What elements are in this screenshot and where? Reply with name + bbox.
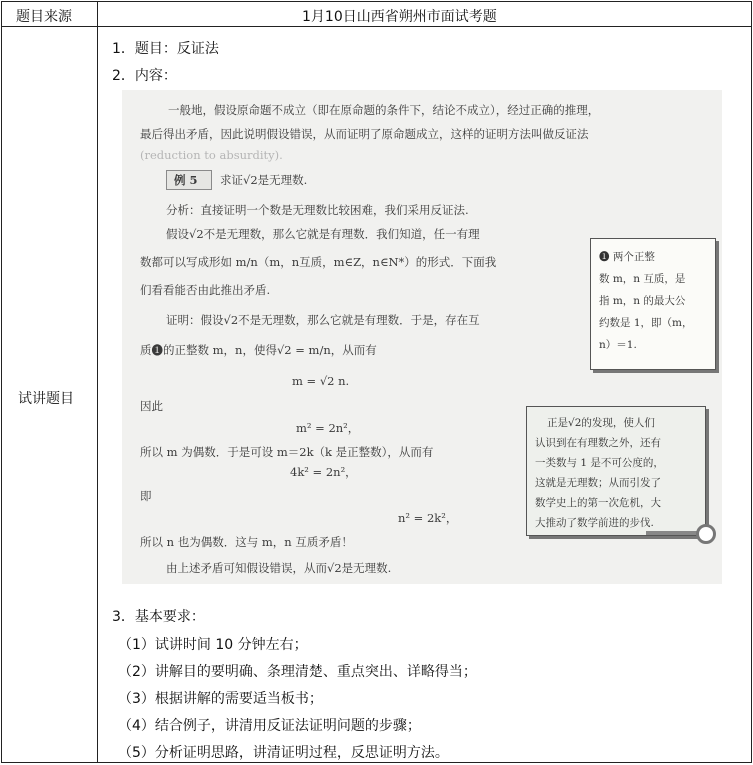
assume-line: 们看看能否由此推出矛盾. — [140, 283, 271, 297]
note-line: 数 m，n 互质，是 — [599, 273, 686, 285]
example-label: 例 5 — [174, 173, 198, 187]
note-line: n）＝1. — [599, 339, 637, 351]
requirement-line: （2）讲解目的要明确、条理清楚、重点突出、详略得当； — [118, 664, 477, 680]
note-line: 指 m，n 的最大公 — [599, 295, 686, 307]
equation: 4k² = 2n²， — [290, 465, 357, 479]
assume-line: 数都可以写成形如 m/n（m，n互质，m∈Z，n∈N*）的形式．下面我 — [140, 255, 497, 269]
proof-line: 证明：假设√2不是无理数，那么它就是有理数．于是，存在互 — [166, 313, 480, 327]
pushpin-ring — [696, 524, 716, 544]
item-title: 1．题目：反证法 — [112, 41, 219, 57]
margin-note-history — [526, 406, 706, 536]
pushpin-bar — [646, 531, 698, 535]
row-label: 试讲题目 — [18, 391, 74, 407]
note-line: 这就是无理数；从而引发了 — [535, 477, 661, 489]
note-line: 约数是 1，即（m， — [599, 317, 693, 329]
equation: m² = 2n²， — [296, 421, 360, 435]
paragraph-line: 一般地，假设原命题不成立（即在原命题的条件下，结论不成立），经过正确的推理， — [168, 103, 600, 117]
requirement-line: （3）根据讲解的需要适当板书； — [118, 691, 323, 707]
paragraph-line: 最后得出矛盾，因此说明假设错误，从而证明了原命题成立，这样的证明方法叫做反证法 — [140, 127, 589, 141]
source-value: 1月10日山西省朔州市面试考题 — [302, 9, 497, 25]
requirement-line: （5）分析证明思路，讲清证明过程，反思证明方法。 — [118, 745, 449, 761]
source-label: 题目来源 — [16, 9, 72, 25]
note-line: 一类数与 1 是不可公度的， — [535, 457, 664, 469]
note-line: 数学史上的第一次危机，大 — [535, 497, 661, 509]
note-line: 认识到在有理数之外，还有 — [535, 437, 661, 449]
requirement-line: （4）结合例子，讲清用反证法证明问题的步骤； — [118, 718, 421, 734]
column-divider — [97, 2, 98, 762]
analysis-line: 分析：直接证明一个数是无理数比较困难，我们采用反证法. — [166, 203, 469, 217]
margin-note-coprime — [590, 238, 716, 370]
note-line: ❶ 两个正整 — [599, 251, 655, 263]
item-content: 2．内容： — [112, 68, 177, 84]
equation: n² = 2k²， — [398, 511, 458, 525]
equation: m = √2 n. — [292, 374, 350, 388]
requirement-line: （1）试讲时间 10 分钟左右； — [118, 637, 308, 653]
proof-line: 所以 m 为偶数．于是可设 m＝2k（k 是正整数），从而有 — [140, 445, 434, 459]
paragraph-line: (reduction to absurdity). — [140, 148, 283, 162]
note-line: 正是√2的发现，使人们 — [547, 417, 655, 429]
proof-line: 质❶的正整数 m，n，使得√2 = m/n，从而有 — [140, 343, 377, 357]
note-line: 大推动了数学前进的步伐. — [535, 517, 654, 529]
item-requirements: 3．基本要求： — [112, 609, 205, 625]
textbook-excerpt — [122, 90, 722, 584]
header-divider — [2, 26, 751, 27]
exam-table — [1, 1, 752, 763]
proof-line: 即 — [140, 489, 152, 503]
assume-line: 假设√2不是无理数，那么它就是有理数．我们知道，任一有理 — [166, 227, 480, 241]
proof-line: 因此 — [140, 399, 163, 413]
example-text: 求证√2是无理数. — [220, 173, 308, 187]
proof-line: 所以 n 也为偶数．这与 m，n 互质矛盾！ — [140, 535, 353, 549]
conclusion-line: 由上述矛盾可知假设错误，从而√2是无理数. — [166, 561, 392, 575]
